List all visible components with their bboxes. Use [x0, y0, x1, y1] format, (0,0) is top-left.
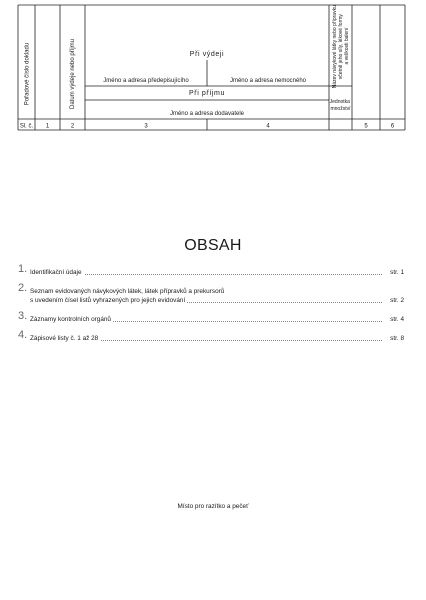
patient-label: Jméno a adresa nemocného [229, 78, 307, 84]
receipt-label: Při příjmu [189, 90, 225, 97]
row-label: Sl. č. [19, 123, 34, 130]
toc-page: str. 1 [390, 269, 404, 276]
toc-text: Záznamy kontrolních orgánů [30, 316, 111, 323]
ledger-header-table [0, 0, 426, 140]
column-number: 4 [266, 123, 270, 130]
column-number: 5 [364, 123, 368, 130]
col2-header: Datum výdeje nebo příjmu [70, 38, 76, 110]
col1-header: Pořadové číslo dokladu [24, 42, 31, 106]
column-number: 2 [70, 123, 75, 130]
toc-text: Seznam evidovaných návykových látek, látek přípravků a prekursorů [30, 288, 225, 295]
column-number: 6 [390, 123, 395, 130]
toc-number: 3. [18, 310, 28, 322]
toc-number: 1. [18, 263, 28, 275]
prescriber-label: Jméno a adresa předepisujícího [103, 78, 189, 84]
toc-number: 2. [18, 282, 28, 294]
toc-text: Zápisové listy č. 1 až 28 [30, 335, 99, 342]
toc-number: 4. [18, 329, 28, 341]
toc-text: Identifikační údaje [30, 269, 82, 276]
toc-page: str. 4 [390, 316, 404, 323]
column-number: 1 [45, 123, 50, 130]
issue-label: Při výdeji [189, 51, 225, 58]
toc-page: str. 2 [390, 297, 404, 304]
contents-title: OBSAH [184, 237, 242, 254]
toc-text: s uvedením čísel listů vyhrazených pro jejich evidování [30, 297, 186, 304]
stamp-placeholder: Místo pro razítko a pečeť [177, 503, 249, 510]
column-number: 3 [144, 123, 148, 130]
unit-label: Jednotka množství [329, 99, 351, 112]
supplier-label: Jméno a adresa dodavatele [169, 111, 245, 117]
toc-page: str. 8 [390, 335, 404, 342]
substance-header: Název návykové látky nebo přípravku včetně jeho síly, lékové formy a velikosti balení [332, 5, 350, 89]
